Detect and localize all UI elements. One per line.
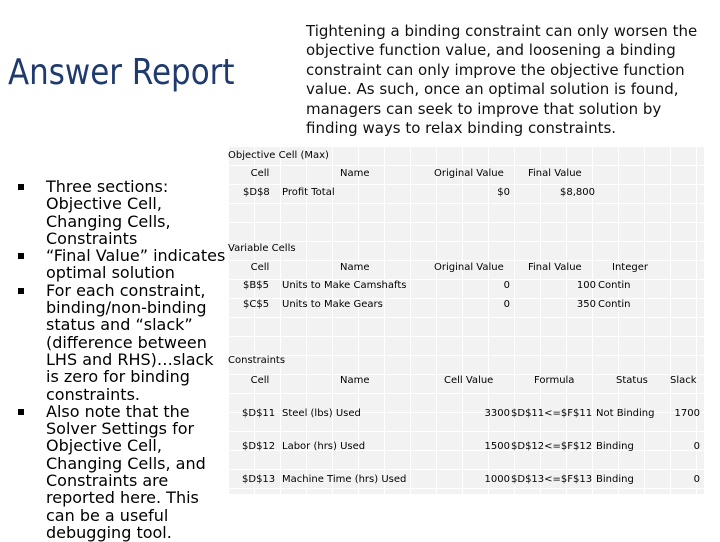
constraint-status: Binding: [596, 441, 634, 452]
constraint-cell-value: 1500: [484, 441, 510, 452]
variable-cell-ref: $B$5: [243, 280, 269, 291]
objective-name-header: Name: [340, 168, 370, 179]
constraint-cell-value: 3300: [484, 408, 510, 419]
bullet-item: “Final Value” indicates optimal solution: [0, 247, 226, 282]
objective-final-header: Final Value: [528, 168, 582, 179]
objective-final-value: $8,800: [560, 187, 595, 198]
constraints-heading: Constraints: [228, 355, 286, 366]
variables-heading: Variable Cells: [228, 243, 296, 254]
variable-final-value: 100: [576, 280, 596, 291]
constraint-slack: 0: [693, 474, 700, 485]
bullet-item: Also note that the Solver Settings for Objective Cell, Changing Cells, and Constraints are reported here. This can be a useful debugging tool.: [0, 403, 226, 541]
constraint-cell-ref: $D$13: [242, 474, 276, 485]
constraint-status: Binding: [596, 474, 634, 485]
objective-heading: Objective Cell (Max): [228, 150, 329, 161]
constraint-formula: $D$11<=$F$11: [511, 408, 593, 419]
variables-cell-header: Cell: [250, 262, 270, 273]
binding-constraint-note: Tightening a binding constraint can only worsen the objective function value, and loosening a binding constraint can only improve the objective function value. As such, once an optimal solution is found, managers can seek to improve that solution by finding ways to relax binding constraints.: [306, 22, 698, 138]
constraint-name: Machine Time (hrs) Used: [282, 474, 407, 485]
variable-cell-ref: $C$5: [243, 299, 270, 310]
variables-final-header: Final Value: [528, 262, 582, 273]
constraint-formula: $D$13<=$F$13: [511, 474, 593, 485]
variable-original-value: 0: [503, 299, 510, 310]
constraints-slack-header: Slack: [670, 375, 697, 386]
constraint-cell-value: 1000: [484, 474, 510, 485]
variable-integer: Contin: [598, 299, 631, 310]
square-bullet-icon: [18, 253, 24, 259]
variable-name: Units to Make Camshafts: [282, 280, 407, 291]
square-bullet-icon: [18, 184, 24, 190]
constraint-name: Labor (hrs) Used: [282, 441, 366, 452]
answer-report-sheet: [228, 146, 704, 494]
objective-original-header: Original Value: [434, 168, 504, 179]
constraint-name: Steel (lbs) Used: [282, 408, 361, 419]
constraint-slack: 0: [693, 441, 700, 452]
variable-integer: Contin: [598, 280, 631, 291]
objective-cell-ref: $D$8: [243, 187, 270, 198]
constraint-slack: 1700: [674, 408, 700, 419]
constraint-formula: $D$12<=$F$12: [511, 441, 593, 452]
square-bullet-icon: [18, 288, 24, 294]
variables-integer-header: Integer: [612, 262, 648, 273]
constraints-name-header: Name: [340, 375, 370, 386]
variable-original-value: 0: [503, 280, 510, 291]
objective-cell-header: Cell: [250, 168, 270, 179]
constraints-status-header: Status: [616, 375, 648, 386]
bullet-item: Three sections: Objective Cell, Changing Cells, Constraints: [0, 178, 226, 247]
bullet-list: [0, 178, 226, 541]
constraints-value-header: Cell Value: [444, 375, 494, 386]
objective-name: Profit Total: [282, 187, 335, 198]
variable-final-value: 350: [576, 299, 596, 310]
objective-original-value: $0: [497, 187, 510, 198]
constraint-status: Not Binding: [596, 408, 655, 419]
bullet-item: For each constraint, binding/non-binding status and “slack” (difference between LHS and RHS)…slack is zero for binding constraints.: [0, 282, 226, 403]
constraints-cell-header: Cell: [250, 375, 270, 386]
variable-name: Units to Make Gears: [282, 299, 383, 310]
square-bullet-icon: [18, 409, 24, 415]
variables-name-header: Name: [340, 262, 370, 273]
page-title: Answer Report: [8, 52, 235, 93]
constraints-formula-header: Formula: [534, 375, 575, 386]
variables-original-header: Original Value: [434, 262, 504, 273]
constraint-cell-ref: $D$11: [242, 408, 276, 419]
constraint-cell-ref: $D$12: [242, 441, 276, 452]
